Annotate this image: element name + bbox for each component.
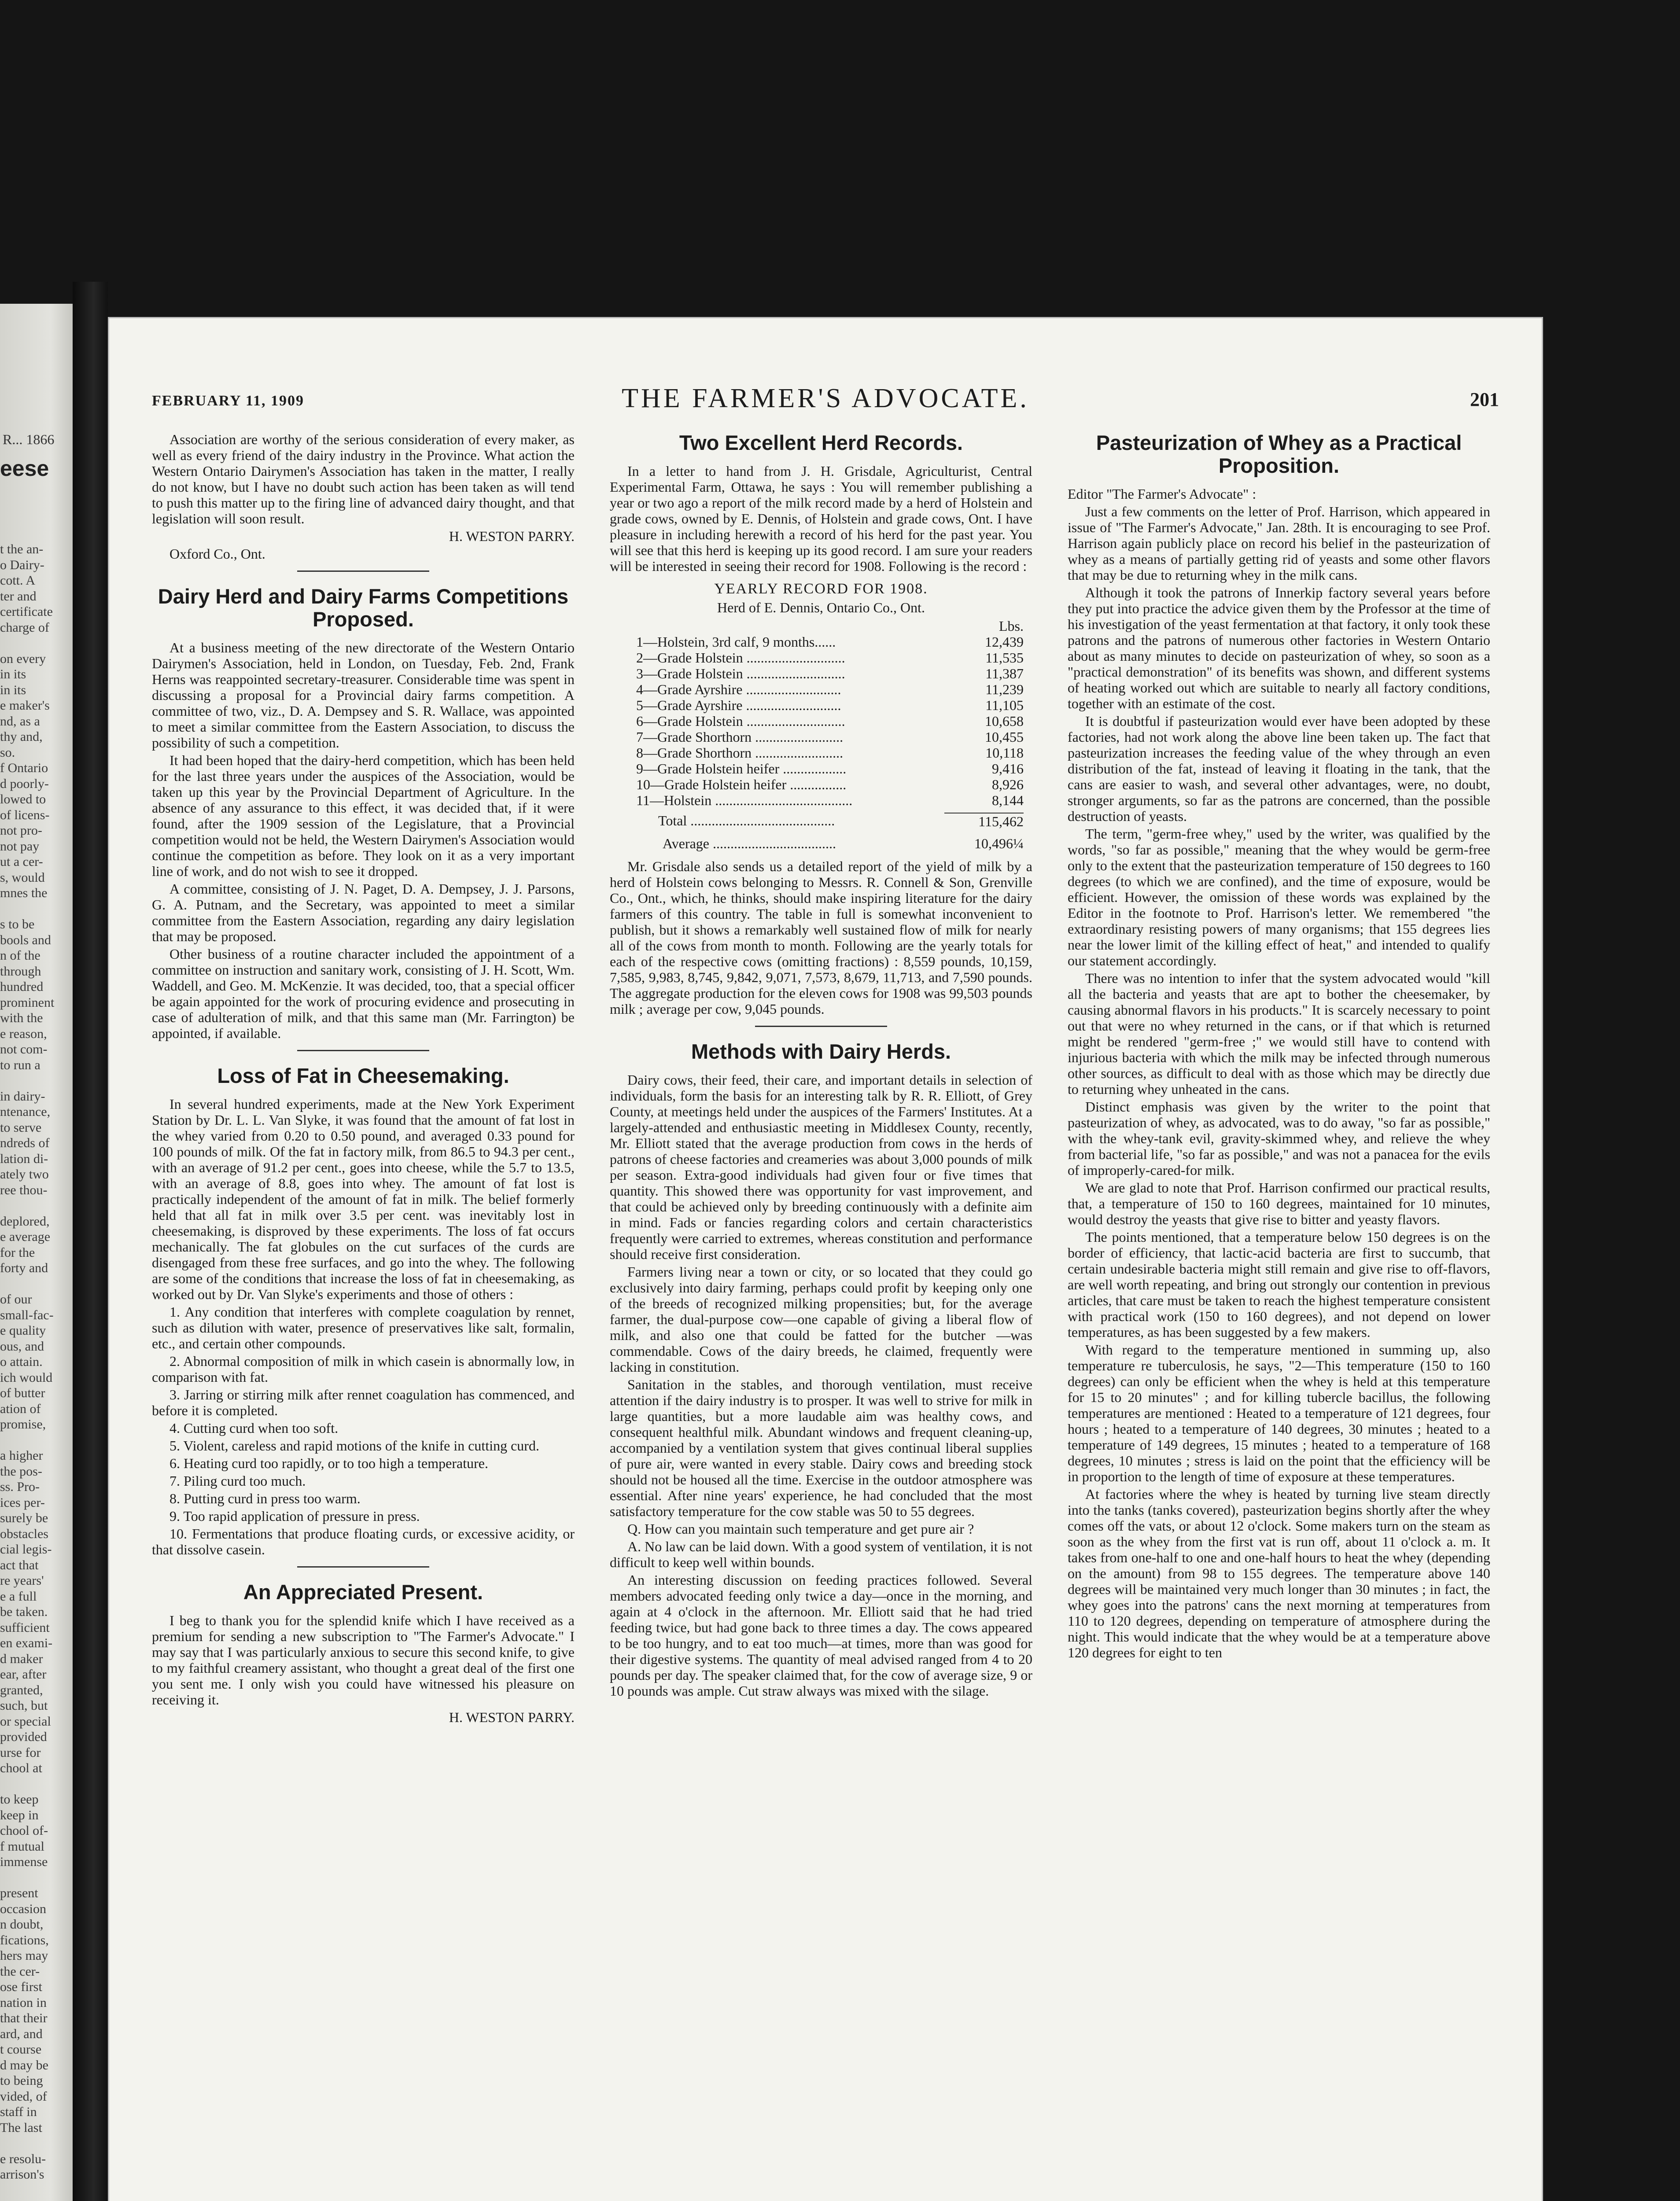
strip-line: hundred: [0, 979, 44, 994]
paragraph: With regard to the temperature mentioned in summing up, also temperature re tuberculosis, he says, "2—This temperature (150 to 160 degrees) can only be efficient when the whey is held at this temperature for 15 to 20 minutes" ; and for killing tubercle bacillus, the following temperatures are mentioned : Heated to a temperature of 121 degrees, four hours ; heated to a temperature of 140 degrees, 30 minutes ; heated to a temperature of 149 degrees, 15 minutes ; heated to a temperature of 168 degrees, 10 minutes ; stress is laid on the point that the efficiency will be in proportion to the length of time of exposure at these temperatures.: [1068, 1342, 1490, 1484]
strip-line: keep in: [0, 1807, 39, 1822]
list-item: 5. Violent, careless and rapid motions of the knife in cutting curd.: [169, 1438, 539, 1454]
list-item: 4. Cutting curd when too soft.: [169, 1420, 339, 1436]
strip-line: in its: [0, 667, 26, 681]
editor-salutation: Editor "The Farmer's Advocate" :: [1068, 486, 1256, 502]
total-value: 115,462: [944, 813, 1024, 829]
paragraph: In a letter to hand from J. H. Grisdale, Agriculturist, Central Experimental Farm, Ottawa, he says : You will remember publishing a year or two ago a report of the milk record made by a herd of Holstein and grade cows, owned by E. Dennis, of Holstein and grade cows, Ont. I have pleasure in including herewith a record of his herd for the past year. You will see that this herd is keeping up its good record. I am sure your readers will be interested in seeing their record for 1908. Following is the record :: [610, 463, 1032, 574]
strip-line: promise,: [0, 1417, 46, 1432]
strip-line: for the: [0, 1245, 35, 1260]
strip-line: sufficient: [0, 1620, 50, 1635]
strip-line: the pos-: [0, 1464, 42, 1479]
strip-line: hers may: [0, 1948, 48, 1963]
row-label: 11—Holstein .......................................: [636, 792, 853, 808]
row-label: 10—Grade Holstein heifer ................: [636, 777, 847, 792]
paragraph: Distinct emphasis was given by the writer to the point that pasteurization of whey, as advocated, was to do away, "so far as possible," with the whey-tank evil, gravity-skimmed whey, and relieve the whey from bacterial life, "so far as possible," and was not a panacea for the evils of improperly-cared-for milk.: [1068, 1099, 1490, 1178]
strip-line: ous, and: [0, 1339, 44, 1354]
strip-line: chool of-: [0, 1823, 48, 1838]
strip-line: ter and: [0, 589, 37, 604]
row-label: 3—Grade Holstein ............................: [636, 666, 845, 681]
paragraph: The points mentioned, that a temperature below 150 degrees is on the border of efficiency, that lactic-acid bacteria are first to succumb, that certain undesirable bacteria might still remain and give rise to off-flavors, are well worth repeating, and bring out strongly our contention in previous articles, that care must be taken to reach the highest temperature consistent with practical work (150 to 160 degrees), and not depend on lower temperatures, as has been suggested by a few makers.: [1068, 1229, 1490, 1340]
paragraph: Sanitation in the stables, and thorough ventilation, must receive attention if the dairy industry is to prosper. It was well to strive for milk in large quantities, but a more laudable aim was healthy cows, and consequent healthful milk. Abundant windows and frequent cleaning-up, accompanied by a ventilation system that gives continual liberal supplies of pure air, were wanted in every stable. Dairy cows and breeding stock should not be housed all the time. Exercise in the outdoor atmosphere was essential. After nine years' experience, he had concluded that the most satisfactory temperature for the cow stable was 50 to 55 degrees.: [610, 1377, 1032, 1519]
paragraph: There was no intention to infer that the system advocated would "kill all the bacteria and yeasts that are apt to bother the cheesemaker, by causing abnormal flavors in his products." It is scarcely necessary to point out that were no whey returned in the cans, or if that which is returned might be rendered "germ-free ;" we would still have to contend with injurious bacteria with which the milk may be infected through numerous other sources, as difficult to deal with as those which may be directly due to returning whey unheated in the cans.: [1068, 970, 1490, 1097]
table-rows: [610, 634, 1032, 808]
row-value: 9,416: [992, 761, 1024, 777]
table-row: [610, 792, 1032, 808]
strip-line: deplored,: [0, 1214, 50, 1229]
strip-line: o Dairy-: [0, 557, 44, 572]
list-item: 6. Heating curd too rapidly, or to too high a temperature.: [169, 1455, 488, 1471]
strip-line: occasion: [0, 1901, 46, 1916]
strip-line: ices per-: [0, 1495, 45, 1510]
strip-line: lowed to: [0, 792, 46, 806]
article-body: [152, 1612, 575, 1708]
table-row: [610, 729, 1032, 745]
strip-line: immense: [0, 1855, 48, 1869]
strip-line: with the: [0, 1011, 43, 1025]
strip-line: e resolu-: [0, 2151, 46, 2166]
article-body: [152, 640, 575, 1041]
paragraph: At a business meeting of the new directorate of the Western Ontario Dairymen's Association, held in London, on Tuesday, Feb. 2nd, Frank Herns was reappointed secretary-treasurer. Considerable time was spent in discussing a proposal for a Provincial dairy farms competition. A committee of two, viz., D. A. Dempsey and S. R. Wallace, was appointed to meet a similar committee from the Eastern Association, to discuss the possibility of such a competition.: [152, 640, 575, 751]
strip-line: present: [0, 1886, 38, 1900]
table-row: [610, 634, 1032, 650]
average-value: 10,496¼: [974, 835, 1024, 851]
paragraph: Other business of a routine character included the appointment of a committee on instruction and sanitary work, consisting of J. H. Scott, Wm. Waddell, and Geo. M. McKenzie. It was decided, too, that a special officer be again appointed for the work of procuring evidence and prosecuting in case of adulteration of milk, and that this same man (Mr. Farrington) be appointed, if available.: [152, 946, 575, 1041]
strip-line: surely be: [0, 1511, 48, 1525]
previous-page-headline-fragment: eese: [0, 456, 49, 481]
page-header: [152, 383, 1499, 418]
article-body: [152, 1096, 575, 1302]
strip-line: ich would: [0, 1370, 53, 1385]
article-headline: Methods with Dairy Herds.: [691, 1040, 951, 1063]
list-item: 3. Jarring or stirring milk after rennet coagulation has commenced, and before it is completed.: [152, 1387, 575, 1418]
paragraph: It had been hoped that the dairy-herd competition, which has been held for the last three years under the auspices of the Association, would be taken up this year by the Provincial Department of Agriculture. In the absence of any assurance to this effect, it was decided that, if it were found, after the 1909 session of the Legislature, that a Provincial competition would not be held, the Western Dairymen's Association would continue the competition as before. They look on it as a very important line of work, and do not wish to see it dropped.: [152, 752, 575, 879]
strip-line: s, would: [0, 870, 45, 885]
strip-line: ss. Pro-: [0, 1480, 40, 1494]
strip-line: d poorly-: [0, 776, 49, 791]
strip-line: ose first: [0, 1980, 42, 1994]
article-headline: Two Excellent Herd Records.: [679, 431, 963, 454]
strip-line: a higher: [0, 1448, 43, 1463]
paragraph: It is doubtful if pasteurization would ever have been adopted by these factories, had not work along the above line been taken up. The fact that pasteurization increases the feeding value of the whey through an even distribution of the fat, instead of leaving it floating in the tank, that the cans are easier to wash, and several other advantages, were, no doubt, stronger arguments, so far as the patrons are concerned, than the possible destruction of yeasts.: [1068, 713, 1490, 824]
strip-line: charge of: [0, 620, 49, 635]
article-headline: An Appreciated Present.: [243, 1580, 483, 1604]
strip-line: not pro-: [0, 823, 42, 838]
signature-place: Oxford Co., Ont.: [169, 546, 265, 562]
table-unit: Lbs.: [999, 618, 1024, 634]
table-subtitle: Herd of E. Dennis, Ontario Co., Ont.: [717, 600, 925, 615]
list-item: 10. Fermentations that produce floating curds, or excessive acidity, or that dissolve casein.: [152, 1526, 575, 1557]
paragraph: In several hundred experiments, made at the New York Experiment Station by Dr. L. L. Van Slyke, it was found that the amount of fat lost in the whey varied from 0.20 to 0.50 pound, and averaged 0.33 pound for 100 pounds of milk. Of the fat in factory milk, from 86.5 to 94.3 per cent., with an average of 91.2 per cent., goes into cheese, while the 5.7 to 13.5, with an average of 8.8, goes into whey. The amount of fat lost is practically independent of the amount of fat in milk. The belief formerly held that all fat in milk over 3.5 per cent. was inevitably lost in cheesemaking, is disproved by these experiments. The loss of fat occurs mechanically. The fat globules on the cut surfaces of the curds are disengaged from these free surfaces, and go into the whey. The following are some of the conditions that increase the loss of fat in cheesemaking, as worked out by Dr. Van Slyke's experiments and those of others :: [152, 1096, 575, 1302]
previous-page: [0, 304, 73, 2201]
paragraph: An interesting discussion on feeding practices followed. Several members advocated feeding only twice a day—once in the morning, and again at 4 o'clock in the afternoon. Mr. Elliott said that he had tried feeding twice, but had gone back to three times a day. The cows appeared to be too hungry, and to eat too much—at times, more than was good for their digestive systems. The quantity of meal advised ranged from 4 to 20 pounds per day. The speaker claimed that, for the cow of average size, 9 or 10 pounds was ample. Cut straw always was mixed with the silage.: [610, 1572, 1032, 1699]
strip-line: thy and,: [0, 729, 43, 744]
strip-line: ntenance,: [0, 1104, 51, 1119]
continued-letter: [152, 431, 575, 526]
divider: [755, 1026, 887, 1027]
strip-line: f mutual: [0, 1839, 44, 1854]
strip-line: e quality: [0, 1323, 46, 1338]
row-value: 8,144: [992, 792, 1024, 808]
row-value: 10,118: [985, 745, 1024, 761]
row-label: 4—Grade Ayrshire ...........................: [636, 681, 841, 697]
strip-line: staff in: [0, 2105, 37, 2119]
list-item: 2. Abnormal composition of milk in which casein is abnormally low, in comparison with fat.: [152, 1353, 575, 1385]
strip-line: act that: [0, 1557, 39, 1572]
strip-line: small-fac-: [0, 1307, 54, 1322]
paragraph: I beg to thank you for the splendid knife which I have received as a premium for sending a new subscription to "The Farmer's Advocate." I may say that I was particularly anxious to secure this second knife, to give to my faithful creamery assistant, who thought a great deal of the first one you sent me. I only wish you could have witnessed his pleasure on receiving it.: [152, 1612, 575, 1708]
strip-line: be taken.: [0, 1605, 48, 1619]
strip-line: ear, after: [0, 1667, 47, 1682]
table-row: [610, 761, 1032, 777]
strip-line: lation di-: [0, 1151, 48, 1166]
strip-line: s to be: [0, 917, 35, 931]
strip-line: d may be: [0, 2057, 48, 2072]
strip-line: e reason,: [0, 1026, 47, 1041]
article-body: [610, 858, 1032, 1017]
strip-line: ard, and: [0, 2026, 43, 2041]
article-headline: Pasteurization of Whey as a Practical Proposition.: [1096, 431, 1462, 477]
article-headline: Dairy Herd and Dairy Farms Competitions Proposed.: [158, 585, 569, 631]
list-item: 8. Putting curd in press too warm.: [169, 1491, 361, 1506]
strip-line: such, but: [0, 1698, 48, 1713]
strip-line: prominent: [0, 995, 55, 1010]
row-label: 8—Grade Shorthorn .........................: [636, 745, 844, 761]
paragraph: Association are worthy of the serious consideration of every maker, as well as every friend of the dairy industry in the Province. What action the Western Ontario Dairymen's Association has taken in the matter, I really do not know, but I have no doubt such action has been taken as will tend to push this matter up to the firing line of advanced dairy thought, and that legislation will soon result.: [152, 431, 575, 526]
strip-line: or special: [0, 1714, 51, 1729]
strip-line: [0, 901, 70, 917]
strip-line: n of the: [0, 948, 41, 963]
strip-line: arrison's: [0, 2167, 44, 2182]
strip-line: chool at: [0, 1761, 42, 1775]
table-title: YEARLY RECORD FOR 1908.: [714, 581, 928, 597]
strip-line: fications,: [0, 1932, 49, 1947]
table-row: [610, 697, 1032, 713]
strip-line: of butter: [0, 1386, 45, 1400]
column-2: [610, 431, 1032, 1700]
strip-line: vided, of: [0, 2089, 47, 2104]
row-value: 11,387: [985, 666, 1024, 681]
strip-line: on every: [0, 651, 46, 666]
issue-date: FEBRUARY 11, 1909: [152, 393, 305, 409]
divider: [297, 1566, 429, 1568]
signature: H. WESTON PARRY.: [449, 1709, 575, 1725]
strip-line: [0, 2135, 70, 2151]
row-value: 12,439: [985, 634, 1024, 650]
table-row: [610, 666, 1032, 681]
yearly-record-table: [610, 581, 1032, 851]
strip-line: to being: [0, 2073, 43, 2088]
row-value: 10,455: [985, 729, 1024, 745]
strip-line: en exami-: [0, 1636, 53, 1650]
row-label: 6—Grade Holstein ............................: [636, 713, 845, 729]
paragraph: Farmers living near a town or city, or so located that they could go exclusively into dairy farming, perhaps could profit by keeping only one of the breeds of recognized milking propensities; but, for the average farmer, the dual-purpose cow—one capable of giving a liberal flow of milk, and also one that could be fatted for the butcher —was commendable. Cows of the dairy breeds, he claimed, frequently were lacking in constitution.: [610, 1264, 1032, 1375]
strip-line: bools and: [0, 932, 51, 947]
list-item: 1. Any condition that interferes with complete coagulation by rennet, such as dilution with water, presence of preservatives like salt, formalin, etc., and certain other compounds.: [152, 1304, 575, 1351]
paragraph: A. No law can be laid down. With a good system of ventilation, it is not difficult to keep well within bounds.: [610, 1538, 1032, 1570]
strip-line: e a full: [0, 1589, 37, 1604]
strip-line: provided: [0, 1730, 47, 1744]
strip-line: of licens-: [0, 807, 50, 822]
list-item: 7. Piling curd too much.: [169, 1473, 306, 1489]
table-row: [610, 777, 1032, 792]
list-item: 9. Too rapid application of pressure in press.: [169, 1508, 420, 1524]
paragraph: Dairy cows, their feed, their care, and important details in selection of individuals, form the basis for an interesting talk by R. R. Elliott, of Grey County, at meetings held under the auspices of the Farmers' Institutes. At a largely-attended and enthusiastic meeting in Middlesex County, recently, Mr. Elliott stated that the average production from cows in the herds of patrons of cheese factories and creameries was about 3,000 pounds of milk per season. Extra-good individuals had given four or five times that quantity. This showed there was opportunity for vast improvement, and that could be achieved only by breeding continuously with a definite aim in mind. Fads or fancies regarding colors and certain characteristics frequently were carried to extremes, whereas constitution and performance should receive first consideration.: [610, 1072, 1032, 1262]
row-value: 11,105: [985, 697, 1024, 713]
book-spine: [73, 282, 108, 2201]
page-number: 201: [1470, 389, 1499, 410]
strip-line: f Ontario: [0, 761, 48, 775]
paragraph: At factories where the whey is heated by turning live steam directly into the tanks (tanks covered), pasteurization begins shortly after the whey comes off the vats, or about 12 o'clock. Some makers turn on the steam as soon as the whey from the first vat is run off, about 11 o'clock a. m. It takes from one-half to one and one-half hours to heat the whey (depending on the amount) from 98 to 155 degrees. The temperature above 140 degrees will be maintained very much longer than 30 minutes ; in fact, the whey goes into the patrons' cans the next morning at temperatures from 110 to 120 degrees, depending on temperature of atmosphere during the night. This would indicate that the whey would be at a temperature above 120 degrees for eight to ten: [1068, 1486, 1490, 1660]
strip-line: t course: [0, 2042, 42, 2057]
strip-line: mnes the: [0, 886, 48, 900]
row-value: 11,535: [985, 650, 1024, 666]
table-total-row: [610, 813, 1032, 829]
strip-line: nd, as a: [0, 714, 40, 729]
strip-line: of our: [0, 1292, 32, 1307]
paragraph: The term, "germ-free whey," used by the writer, was qualified by the words, "so far as possible," meaning that the whey would be germ-free only to the extent that the pasteurization temperature of 150 degrees to 160 degrees (to which we are confined), and the time of exposure, would be efficient. However, the omission of these words was explained by the Editor in the footnote to Prof. Harrison's letter. We remembered "the extraordinary resisting powers of many organisms; that 155 degrees lies near the lower limit of the killing effect of heat," and intended to qualify our statement accordingly.: [1068, 826, 1490, 968]
column-1: [152, 431, 575, 1727]
strip-line: ree thou-: [0, 1182, 48, 1197]
strip-line: [0, 1198, 70, 1214]
row-label: 1—Holstein, 3rd calf, 9 months......: [636, 634, 836, 650]
row-label: 9—Grade Holstein heifer ..................: [636, 761, 847, 777]
paragraph: A committee, consisting of J. N. Paget, D. A. Dempsey, J. J. Parsons, G. A. Putnam, and the Secretary, was appointed to meet a similar committee from the Eastern Association, regarding any dairy legislation that may be proposed.: [152, 881, 575, 944]
strip-line: t the an-: [0, 542, 44, 556]
strip-line: through: [0, 964, 41, 979]
strip-line: forty and: [0, 1261, 48, 1275]
strip-line: [0, 1776, 70, 1792]
previous-page-strip: [0, 304, 73, 2201]
article-headline: Loss of Fat in Cheesemaking.: [217, 1064, 509, 1087]
signature: H. WESTON PARRY.: [449, 528, 575, 544]
strip-line: e average: [0, 1229, 51, 1244]
strip-line: the cer-: [0, 1964, 40, 1979]
strip-line: obstacles: [0, 1526, 48, 1541]
newspaper-page: [108, 317, 1543, 2201]
strip-line: e maker's: [0, 698, 50, 713]
average-label: Average ...................................: [663, 835, 836, 851]
strip-line: nation in: [0, 1995, 47, 2010]
previous-page-text: [0, 541, 70, 2183]
row-label: 5—Grade Ayrshire ...........................: [636, 697, 841, 713]
divider: [297, 1050, 429, 1051]
article-body: [610, 463, 1032, 574]
strip-line: [0, 1073, 70, 1089]
row-label: 7—Grade Shorthorn .........................: [636, 729, 844, 745]
strip-line: n doubt,: [0, 1917, 44, 1932]
strip-line: ately two: [0, 1167, 49, 1181]
row-value: 11,239: [985, 681, 1024, 697]
conditions-list: [152, 1304, 575, 1557]
strip-line: so.: [0, 745, 15, 760]
strip-line: certificate: [0, 604, 53, 619]
strip-line: [0, 635, 70, 651]
strip-line: cial legis-: [0, 1542, 52, 1557]
strip-line: re years': [0, 1573, 44, 1588]
strip-line: [0, 1870, 70, 1886]
strip-line: to run a: [0, 1057, 41, 1072]
table-row: [610, 650, 1032, 666]
strip-line: in dairy-: [0, 1089, 45, 1104]
strip-line: ation of: [0, 1401, 41, 1416]
paragraph: Although it took the patrons of Innerkip factory several years before they put into practice the advice given them by the Professor at the time of his investigation of the yeast fermentation at that factory, it only took these patrons and the patrons of numerous other factories in Western Ontario about as many minutes to decide on pasteurization of whey, so soon as a "practical demonstration" of its benefits was shown, and different systems of heating worked out which are suitable to nearly all factory conditions, together with an estimate of the cost.: [1068, 585, 1490, 711]
row-value: 10,658: [985, 713, 1024, 729]
article-body: [610, 1072, 1032, 1699]
strip-line: cott. A: [0, 573, 35, 588]
article-body: [1068, 504, 1490, 1660]
strip-line: granted,: [0, 1682, 43, 1697]
total-label: Total .........................................: [658, 813, 835, 828]
row-value: 8,926: [992, 777, 1024, 792]
strip-line: not pay: [0, 839, 40, 854]
column-3: [1068, 431, 1490, 1662]
table-average-row: [610, 835, 1032, 851]
table-row: [610, 681, 1032, 697]
strip-line: that their: [0, 2011, 48, 2025]
table-row: [610, 745, 1032, 761]
strip-line: d maker: [0, 1651, 43, 1666]
paragraph: We are glad to note that Prof. Harrison confirmed our practical results, that, a temperature of 150 to 160 degrees, maintained for 10 minutes, would destroy the yeasts that give rise to bitter and yeasty flavors.: [1068, 1180, 1490, 1227]
paragraph: Mr. Grisdale also sends us a detailed report of the yield of milk by a herd of Holstein cows belonging to Messrs. R. Connell & Son, Grenville Co., Ont., which, he thinks, should make inspiring literature for the dairy farmers of this country. The table in full is somewhat inconvenient to publish, but it shows a remarkably well sustained flow of milk for nearly all of the cows from month to month. Following are the yearly totals for each of the respective cows (omitting fractions) : 8,559 pounds, 10,159, 7,585, 9,983, 8,745, 9,842, 9,071, 7,573, 8,679, 11,713, and 7,590 pounds. The aggregate production for the eleven cows for 1908 was 99,503 pounds milk ; average per cow, 9,045 pounds.: [610, 858, 1032, 1017]
strip-line: to keep: [0, 1792, 39, 1807]
table-row: [610, 713, 1032, 729]
paragraph: Q. How can you maintain such temperature and get pure air ?: [627, 1521, 974, 1537]
strip-line: to serve: [0, 1120, 42, 1135]
strip-line: [0, 1276, 70, 1292]
paragraph: Just a few comments on the letter of Prof. Harrison, which appeared in issue of "The Farmer's Advocate," Jan. 28th. It is encouraging to see Prof. Harrison again publicly place on record his belief in the pasteurization of whey as a means of partially getting rid of yeasts and some other flavors that may be due to returning whey in the milk cans.: [1068, 504, 1490, 583]
strip-line: ndreds of: [0, 1136, 50, 1150]
strip-line: not com-: [0, 1042, 48, 1056]
row-label: 2—Grade Holstein ............................: [636, 650, 845, 666]
publication-title: THE FARMER'S ADVOCATE.: [622, 383, 1029, 413]
previous-page-header: R... 1866: [3, 431, 55, 447]
strip-line: The last: [0, 2120, 42, 2135]
strip-line: o attain.: [0, 1354, 43, 1369]
divider: [297, 570, 429, 572]
strip-line: urse for: [0, 1745, 41, 1760]
strip-line: in its: [0, 682, 26, 697]
strip-line: [0, 1432, 70, 1448]
strip-line: ut a cer-: [0, 854, 43, 869]
